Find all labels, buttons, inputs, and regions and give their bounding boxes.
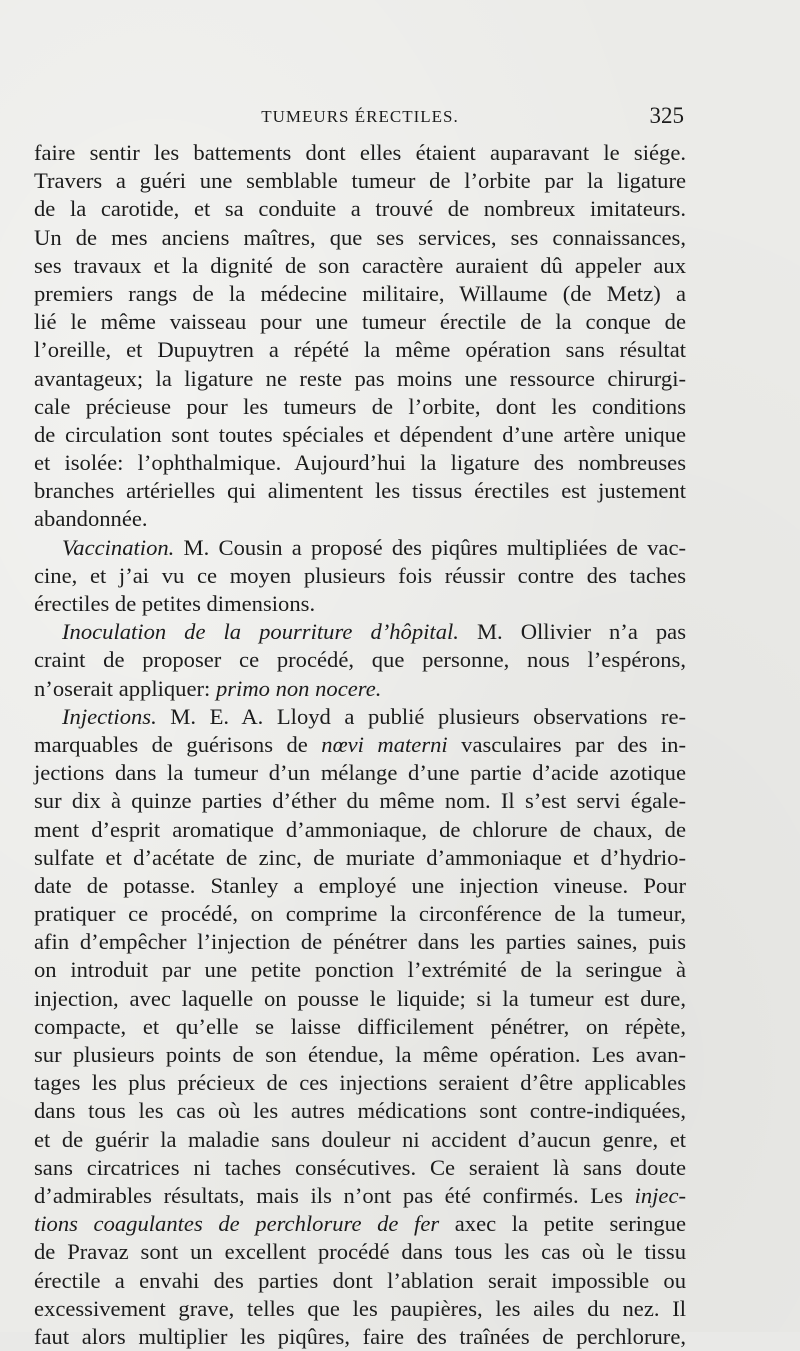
page-header	[36, 103, 684, 133]
text-line	[34, 816, 686, 844]
italic-text: nœvi materni	[321, 731, 448, 757]
text-line	[34, 562, 686, 590]
text-line	[34, 1267, 686, 1295]
text-line	[34, 590, 686, 618]
text-run: Travers a guéri une semblable tumeur de l’orbite par la ligature	[34, 168, 686, 194]
text-line	[34, 477, 686, 505]
text-run: ses travaux et la dignité de son caractère auraient dû appeler aux	[34, 252, 686, 278]
text-line	[34, 759, 686, 787]
text-run: sur plusieurs points de son étendue, la même opération. Les avan-	[34, 1042, 686, 1067]
text-run: cine, et j’ai vu ce moyen plusieurs fois réussir contre des taches	[34, 562, 686, 588]
italic-text: Injections.	[62, 703, 157, 729]
text-line	[34, 703, 686, 731]
text-run: de circulation sont toutes spéciales et dépendent d’une artère unique	[34, 421, 686, 447]
text-line	[34, 1069, 686, 1097]
text-run: on introduit par une petite ponction l’extrémité de la seringue à	[34, 957, 686, 983]
body-text	[34, 139, 686, 1351]
italic-text: primo non nocere.	[215, 675, 382, 701]
text-run: sur dix à quinze parties d’éther du même nom. Il s’est servi égale-	[34, 788, 686, 814]
text-run: n’oserait appliquer:	[34, 675, 216, 701]
italic-text: Inoculation de la pourriture d’hôpital.	[62, 619, 459, 645]
text-run: branches artérielles qui alimentent les tissus érectiles est justement	[34, 478, 686, 504]
text-line	[34, 1013, 686, 1041]
text-line	[34, 1295, 686, 1323]
text-line	[34, 1097, 686, 1125]
text-run: tages les plus précieux de ces injections seraient d’être applicables	[34, 1070, 686, 1096]
text-run: avantageux; la ligature ne reste pas moins une ressource chirurgi-	[34, 365, 686, 391]
text-line	[34, 787, 686, 815]
text-run: sulfate et d’acétate de zinc, de muriate d’ammoniaque et d’hydrio-	[34, 844, 686, 870]
text-line	[34, 505, 686, 533]
text-line	[34, 1238, 686, 1266]
text-run: et isolée: l’ophthalmique. Aujourd’hui la ligature des nombreuses	[34, 450, 686, 476]
text-run: M. Ollivier n’a pas	[458, 619, 686, 645]
text-run: vasculaires par des in-	[447, 731, 687, 757]
text-line	[34, 252, 686, 280]
text-run: marquables de guérisons de	[34, 731, 322, 757]
text-line	[34, 1126, 686, 1154]
text-line	[34, 1182, 686, 1210]
text-run: érectile a envahi des parties dont l’ablation serait impossible ou	[34, 1267, 686, 1293]
text-line	[34, 308, 686, 336]
text-run: afin d’empêcher l’injection de pénétrer dans les parties saines, puis	[34, 929, 686, 955]
italic-text: tions coagulantes de perchlorure de fer	[34, 1211, 440, 1237]
text-run: dans tous les cas où les autres médications sont contre-indiquées,	[34, 1098, 686, 1124]
text-line	[34, 1041, 686, 1069]
text-run: cale précieuse pour les tumeurs de l’orbite, dont les conditions	[34, 393, 686, 419]
text-line	[34, 900, 686, 928]
text-run: d’admirables résultats, mais ils n’ont pas été confirmés. Les	[34, 1182, 635, 1208]
running-title: TUMEURS ÉRECTILES.	[261, 107, 459, 126]
text-run: jections dans la tumeur d’un mélange d’une partie d’acide azotique	[34, 760, 686, 786]
text-line	[34, 139, 686, 167]
text-line	[34, 928, 686, 956]
text-line	[34, 1323, 686, 1351]
text-line	[34, 195, 686, 223]
text-run: lié le même vaisseau pour une tumeur érectile de la conque de	[34, 309, 686, 335]
italic-text: injec-	[634, 1182, 686, 1208]
text-line	[34, 449, 686, 477]
text-line	[34, 618, 686, 646]
text-run: premiers rangs de la médecine militaire, Willaume (de Metz) a	[34, 280, 686, 306]
text-run: M. Cousin a proposé des piqûres multipliées de vac-	[174, 534, 686, 560]
text-line	[34, 224, 686, 252]
italic-text: Vaccination.	[62, 534, 175, 560]
text-line	[34, 393, 686, 421]
text-line	[34, 956, 686, 984]
text-run: érectiles de petites dimensions.	[34, 591, 316, 616]
text-run: et de guérir la maladie sans douleur ni accident d’aucun genre, et	[34, 1126, 686, 1152]
text-line	[34, 844, 686, 872]
text-line	[34, 421, 686, 449]
text-run: compacte, et qu’elle se laisse difficilement pénétrer, on répète,	[34, 1013, 686, 1039]
text-run: faire sentir les battements dont elles étaient auparavant le siége.	[34, 140, 686, 165]
text-run: M. E. A. Lloyd a publié plusieurs observations re-	[156, 703, 686, 729]
text-line	[34, 534, 686, 562]
text-run: faut alors multiplier les piqûres, faire des traînées de perchlorure,	[34, 1323, 686, 1349]
text-line	[34, 646, 686, 674]
text-run: abandonnée.	[34, 506, 148, 532]
text-line	[34, 985, 686, 1013]
text-run: pratiquer ce procédé, on comprime la circonférence de la tumeur,	[34, 901, 686, 927]
text-line	[34, 731, 686, 759]
text-line	[34, 336, 686, 364]
text-line	[34, 1210, 686, 1238]
text-line	[34, 675, 686, 703]
text-run: de Pravaz sont un excellent procédé dans tous les cas où le tissu	[34, 1239, 686, 1265]
text-run: l’oreille, et Dupuytren a répété la même opération sans résultat	[34, 337, 686, 363]
text-run: date de potasse. Stanley a employé une injection vineuse. Pour	[34, 872, 686, 898]
text-run: sans circatrices ni taches consécutives. Ce seraient là sans doute	[34, 1154, 686, 1180]
text-line	[34, 365, 686, 393]
text-run: injection, avec laquelle on pousse le liquide; si la tumeur est dure,	[34, 985, 686, 1011]
text-run: Un de mes anciens maîtres, que ses services, ses connaissances,	[34, 224, 686, 250]
page-number: 325	[649, 103, 684, 128]
text-line	[34, 1154, 686, 1182]
text-run: excessivement grave, telles que les paupières, les ailes du nez. Il	[34, 1295, 686, 1321]
text-run: axec la petite seringue	[439, 1211, 686, 1237]
text-line	[34, 872, 686, 900]
text-line	[34, 167, 686, 195]
text-run: craint de proposer ce procédé, que personne, nous l’espérons,	[34, 647, 686, 673]
text-run: de la carotide, et sa conduite a trouvé de nombreux imitateurs.	[34, 196, 686, 222]
text-line	[34, 280, 686, 308]
text-run: ment d’esprit aromatique d’ammoniaque, de chlorure de chaux, de	[34, 816, 686, 842]
